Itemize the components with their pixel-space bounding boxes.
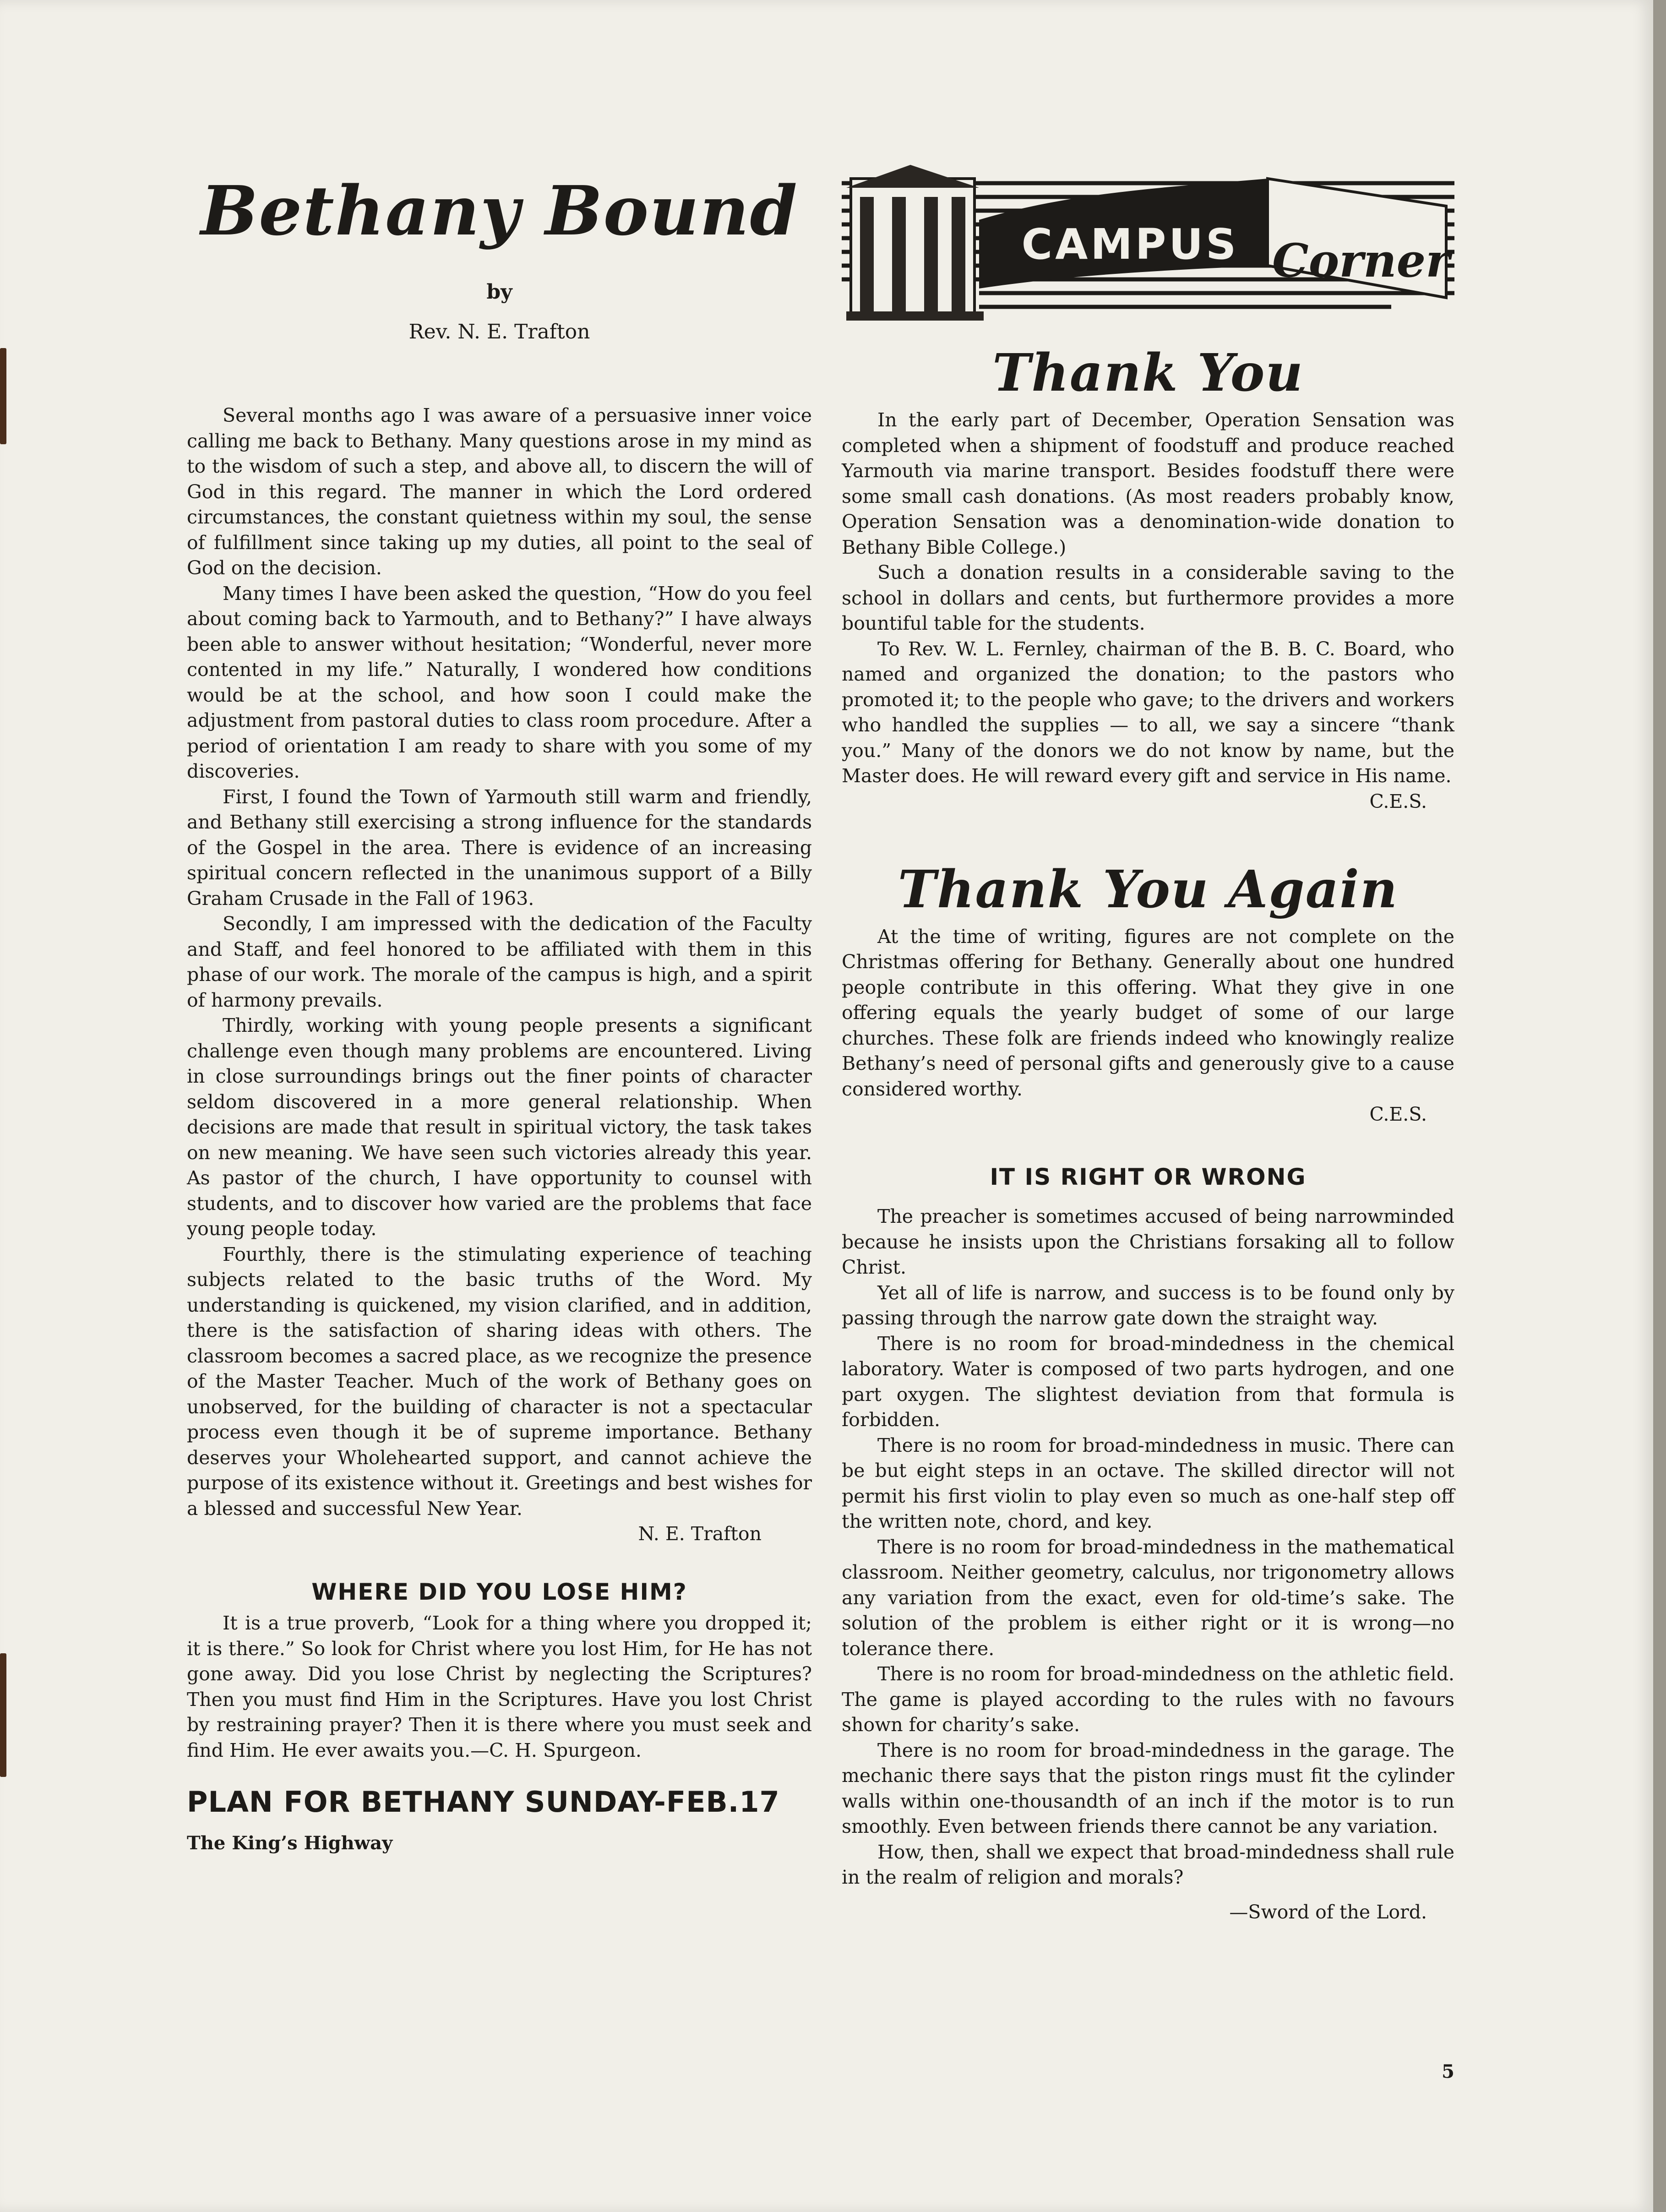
page-number: 5 xyxy=(1442,2061,1454,2082)
byline-author: Rev. N. E. Trafton xyxy=(408,320,590,343)
article-body xyxy=(187,403,812,1521)
section-heading: WHERE DID YOU LOSE HIM? xyxy=(311,1579,687,1605)
right-column xyxy=(842,151,1454,2084)
article-signature: N. E. Trafton xyxy=(638,1523,762,1545)
paragraph: At the time of writing, figures are not complete on the Christmas offering for Bethany. Generally about one hundred people contribute in this offering. What they give in one offering equals the yearly budget of some of our large churches. These folk are friends indeed who knowingly realize Bethany’s need of personal gifts and generously give to a cause considered worthy. xyxy=(842,925,1454,1100)
thank-you-again-signature: C.E.S. xyxy=(1369,1103,1427,1125)
paragraph: There is no room for broad-mindedness in the mathematical classroom. Neither geometry, calculus, nor trigonometry allows any variation from the exact, even for old-time’s sake. The solution of the problem is either right or it is wrong—no tolerance there. xyxy=(842,1536,1454,1660)
paragraph: There is no room for broad-mindedness in the chemical laboratory. Water is composed of two parts hydrogen, and one part oxygen. The slightest deviation from that formula is forbidden. xyxy=(842,1332,1454,1431)
byline-by: by xyxy=(486,280,512,304)
paragraph: First, I found the Town of Yarmouth still warm and friendly, and Bethany still exercising a strong influence for the standards of the Gospel in the area. There is evidence of an increasing spiritual concern reflected in the unanimous support of a Billy Graham Crusade in the Fall of 1963. xyxy=(187,785,812,910)
thank-you-signature: C.E.S. xyxy=(1369,790,1427,812)
paragraph: In the early part of December, Operation Sensation was completed when a shipment of foodstuff and produce reached Yarmouth via marine transport. Besides foodstuff there were some small cash donations. (As most readers probably know, Operation Sensation was a denomination-wide donation to Bethany Bible College.) xyxy=(842,409,1454,558)
paragraph: To Rev. W. L. Fernley, chairman of the B. B. C. Board, who named and organized the donation; to the pastors who promoted it; to the people who gave; to the drivers and workers who handled the supplies — to all, we say a sincere “thank you.” Many of the donors we do not know by name, but the Master does. He will reward every gift and service in His name. xyxy=(842,637,1454,787)
thank-you-again-title: Thank You Again xyxy=(898,859,1399,920)
page-edge xyxy=(1653,0,1666,2212)
paragraph: It is a true proverb, “Look for a thing where you dropped it; it is there.” So look for Christ where you lost Him, for He has not gone away. Did you lose Christ by neglecting the Scriptures? Then you must find Him in the Scriptures. Have you lost Christ by restraining prayer? Then it is there where you must seek and find Him. He ever awaits you.—C. H. Spurgeon. xyxy=(187,1612,812,1761)
thank-you-again-body xyxy=(842,924,1454,1102)
paragraph: There is no room for broad-mindedness on the athletic field. The game is played according to the rules with no favours shown for charity’s sake. xyxy=(842,1663,1454,1736)
paragraph: The preacher is sometimes accused of being narrowminded because he insists upon the Christians forsaking all to follow Christ. xyxy=(842,1205,1454,1278)
right-or-wrong-body xyxy=(842,1204,1454,1891)
paragraph: There is no room for broad-mindedness in music. There can be but eight steps in an octave. The skilled director will not permit his first violin to play even so much as one-half step off the written note, chord, and key. xyxy=(842,1434,1454,1532)
publication-footer: The King’s Highway xyxy=(187,1832,393,1854)
article-title: Bethany Bound xyxy=(201,171,798,251)
binding-clip xyxy=(0,348,6,444)
paragraph: How, then, shall we expect that broad-mindedness shall rule in the realm of religion and morals? xyxy=(842,1841,1454,1888)
paragraph: Fourthly, there is the stimulating experience of teaching subjects related to the basic truths of the Word. My understanding is quickened, my vision clarified, and in addition, there is the satisfaction of sharing ideas with others. The classroom becomes a sacred place, as we recognize the presence of the Master Teacher. Much of the work of Bethany goes on unobserved, for the building of character is not a spectacular process even though it be of supreme importance. Bethany deserves your Wholehearted support, and cannot achieve the purpose of its existence without it. Greetings and best wishes for a blessed and successful New Year. xyxy=(187,1243,812,1520)
source-credit: —Sword of the Lord. xyxy=(1229,1901,1427,1923)
binding-clip xyxy=(0,1653,6,1777)
banner-corner-text: Corner xyxy=(1272,234,1450,288)
thank-you-body xyxy=(842,408,1454,789)
paragraph: Many times I have been asked the question, “How do you feel about coming back to Yarmouth, and to Bethany?” I have always been able to answer without hesitation; “Wonderful, never more contented in my life.” Naturally, I wondered how conditions would be at the school, and how soon I could make the adjustment from pastoral duties to class room procedure. After a period of orientation I am ready to share with you some of my discoveries. xyxy=(187,582,812,782)
paragraph: Thirdly, working with young people presents a significant challenge even though many problems are encountered. Living in close surroundings brings out the finer points of character seldom discovered in a more general relationship. When decisions are made that result in spiritual victory, the task takes on new meaning. We have seen such victories already this year. As pastor of the church, I have opportunity to counsel with students, and to discover how varied are the problems that face young people today. xyxy=(187,1014,812,1240)
left-column xyxy=(187,151,812,2084)
paragraph: Several months ago I was aware of a persuasive inner voice calling me back to Bethany. Many questions arose in my mind as to the wisdom of such a step, and above all, to discern the will of God in this regard. The manner in which the Lord ordered circumstances, the constant quietness within my soul, the sense of fulfillment since taking up my duties, all point to the seal of God on the decision. xyxy=(187,404,812,579)
section-heading: IT IS RIGHT OR WRONG xyxy=(990,1164,1307,1190)
thank-you-title: Thank You xyxy=(992,343,1304,403)
paragraph: There is no room for broad-mindedness in the garage. The mechanic there says that the piston rings must fit the cylinder walls within one-thousandth of an inch if the motor is to run smoothly. Even between friends there cannot be any variation. xyxy=(842,1739,1454,1837)
quote-body xyxy=(187,1611,812,1763)
banner-campus-text: CAMPUS xyxy=(1021,220,1239,269)
campus-corner-banner xyxy=(842,151,1454,325)
plan-announcement: PLAN FOR BETHANY SUNDAY-FEB.17 xyxy=(187,1785,780,1819)
paragraph: Secondly, I am impressed with the dedication of the Faculty and Staff, and feel honored to be affiliated with them in this phase of our work. The morale of the campus is high, and a spirit of harmony prevails. xyxy=(187,913,812,1011)
paragraph: Yet all of life is narrow, and success is to be found only by passing through the narrow gate down the straight way. xyxy=(842,1281,1454,1329)
paragraph: Such a donation results in a considerable saving to the school in dollars and cents, but furthermore provides a more bountiful table for the students. xyxy=(842,561,1454,634)
